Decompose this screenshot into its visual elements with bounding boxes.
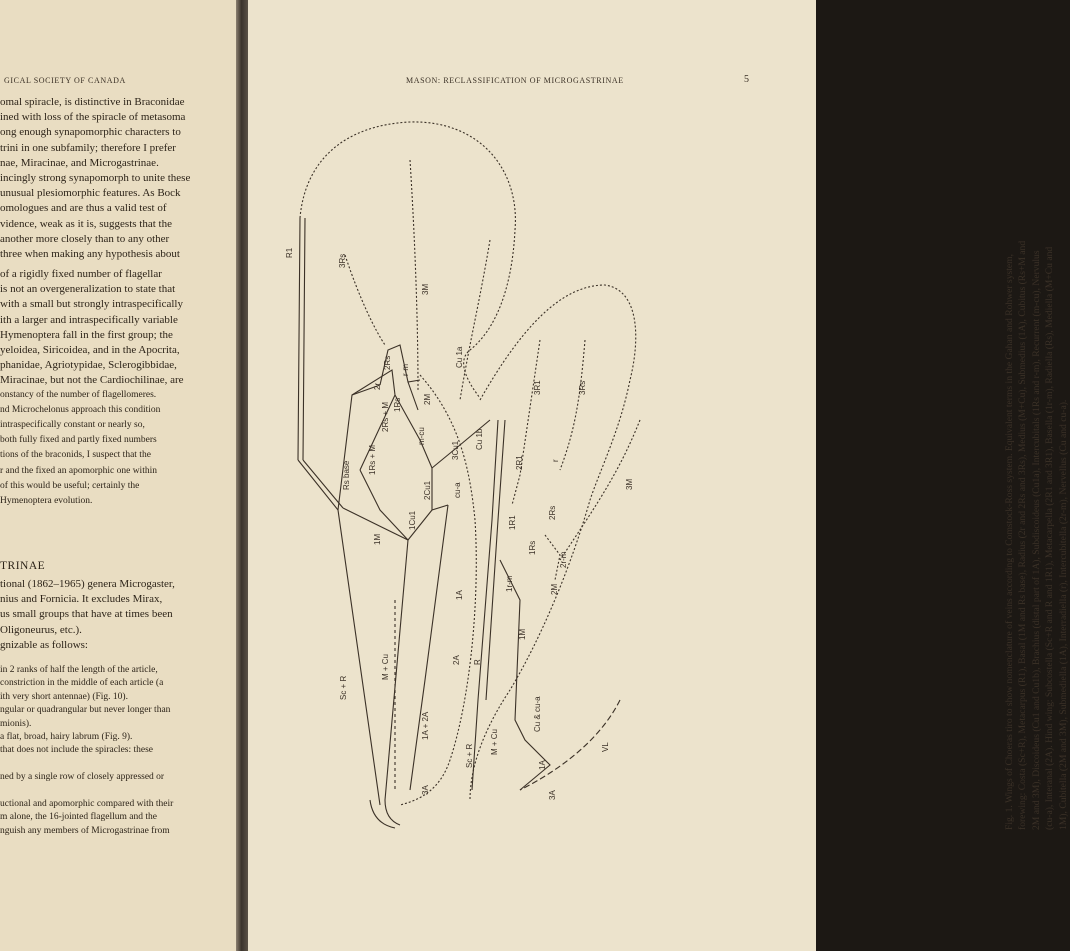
label-h-vl: VL <box>601 742 610 752</box>
body-text-line: ith a larger and intraspecifically variable <box>0 313 178 326</box>
label-cu1a: Cu 1a <box>455 346 464 368</box>
vein-2cu1 <box>360 468 432 540</box>
key-list-line: constriction in the middle of each article (a <box>0 678 164 689</box>
body-text-line: tional (1862–1965) genera Microgaster, <box>0 578 175 590</box>
body-text-line: ong enough synapomorphic characters to <box>0 126 181 139</box>
page-number: 5 <box>744 74 749 85</box>
body-text-line: vidence, weak as it is, suggests that the <box>0 217 172 230</box>
key-list-line: ith very short antennae) (Fig. 10). <box>0 691 128 702</box>
label-2r: 2r <box>373 382 382 390</box>
hindwing-outline <box>470 285 636 800</box>
label-3a: 3A <box>421 785 430 795</box>
body-text-line: unusual plesiomorphic features. As Bock <box>0 187 181 200</box>
body-text-line: tions of the braconids, I suspect that the <box>0 450 151 461</box>
label-h-3rs: 3Rs <box>578 380 587 395</box>
caption-line: forewing: Costa (Sc+R), Metacarpus (R1), Basal (1M and Rs base), Radius (2r and 2Rs and 3Rs), Medius (M+Cu), Submedius (1A), Cubitus (Rs+M and <box>1017 240 1029 830</box>
vein-1a <box>410 505 448 790</box>
label-h-cu-cua: Cu & cu-a <box>533 696 542 732</box>
body-text-line: incingly strong synapomorph to unite these <box>0 172 191 184</box>
caption-line: 1M), Cubitella (2M and 3M), Submediella (1A), Interradiella (r), Intercubitella (2r-m), Nervellus (Cu and cu-a). <box>1057 399 1069 830</box>
label-rs-base: Rs base <box>342 460 351 490</box>
label-h-3m: 3M <box>625 478 634 490</box>
vein-3rs <box>345 255 385 345</box>
label-h-2m: 2M <box>550 583 559 595</box>
body-text-line: onstancy of the number of flagellomeres. <box>0 389 157 400</box>
label-h-r-main: R <box>473 659 482 665</box>
forewing-margin <box>400 375 476 805</box>
body-text-line: of a rigidly fixed number of flagellar <box>0 268 162 280</box>
hindwing-3r1 <box>512 340 540 505</box>
vein-3m <box>410 160 418 390</box>
body-text-line: phanidae, Agriotypidae, Sclerogibbidae, <box>0 359 177 372</box>
body-text-line: nius and Fornicia. It excludes Mirax, <box>0 593 163 606</box>
label-2a: 2A <box>452 655 461 665</box>
vein-cu-a <box>432 505 448 510</box>
body-text-line: intraspecifically constant or nearly so, <box>0 420 145 430</box>
label-h-m-cu: M + Cu <box>490 728 499 755</box>
label-3rs: 3Rs <box>338 253 347 268</box>
vein-r1 <box>298 218 305 460</box>
caption-line: Fig. 1. Wings of Choeras tiro to show nomenclature of veins according to Comstock-Ross system. Equivalent terms in the Gahan and Rohwer system, <box>1004 253 1015 830</box>
body-text-line: ined with loss of the spiracle of metasoma <box>0 111 186 124</box>
body-text-line: three when making any hypothesis about <box>0 248 180 260</box>
book-gutter <box>236 0 248 951</box>
label-h-2rs: 2Rs <box>548 505 557 520</box>
vein-cu1a <box>460 240 490 400</box>
vein-2m <box>408 382 418 410</box>
body-text-line: omal spiracle, is distinctive in Braconidae <box>0 96 185 108</box>
label-m-cu: M + Cu <box>381 653 390 680</box>
right-running-head: MASON: RECLASSIFICATION OF MICROGASTRINAE <box>406 76 624 85</box>
caption-line: 2M and 3M), Discoideus (Cu1 and Cu1b), Brachius (distal part of 1A), Subdiscoideus (Cu1a), Intercubitals (1Rs and r-m), Recurrent (m-cu), Nervulus <box>1030 250 1042 830</box>
key-list-line: ngular or quadrangular but never longer than <box>0 705 171 716</box>
label-h-3a: 3A <box>548 790 557 800</box>
hindwing-r <box>472 420 505 790</box>
label-h-2r1: 2R1 <box>515 455 524 470</box>
body-text-line: Oligoneurus, etc.). <box>0 623 82 636</box>
key-list-line: that does not include the spiracles: these <box>0 745 154 756</box>
body-text-line: another more closely than to any other <box>0 232 170 245</box>
label-1m: 1M <box>373 533 382 545</box>
left-page <box>0 0 236 951</box>
body-text-line: is not an overgeneralization to state that <box>0 283 176 296</box>
label-2rs-m: 2Rs + M <box>381 401 390 432</box>
label-1rs-m: 1Rs + M <box>368 444 377 475</box>
label-1cu1: 1Cu1 <box>408 510 417 530</box>
body-text-line: omologues and are thus a valid test of <box>0 202 167 215</box>
label-1rs: 1Rs <box>393 397 402 412</box>
body-text-line: nd Microchelonus approach this condition <box>0 404 161 415</box>
label-h-3r1: 3R1 <box>533 380 542 395</box>
key-list-line: nguish any members of Microgastrinae from <box>0 825 170 836</box>
label-3cu1: 3Cu1 <box>451 440 460 460</box>
body-text-line: of this would be useful; certainly the <box>0 480 140 491</box>
hindwing-m <box>500 560 550 790</box>
label-h-1r1: 1R1 <box>508 515 517 530</box>
body-text-line: gnizable as follows: <box>0 638 88 651</box>
key-list-line: uctional and apomorphic compared with their <box>0 799 174 809</box>
label-rm: r-m <box>401 364 410 376</box>
left-running-head: GICAL SOCIETY OF CANADA <box>4 76 126 85</box>
label-mcu: m-cu <box>417 427 426 445</box>
caption-line: (cu-a), Interanal (2A). Hind wing: Subcostella (Sc+R and R and 1R1), Metacarpella (2R1 and 3R1), Basella (1r-m), Radiella (Rs), Mediella (M+Cu and <box>1044 246 1056 830</box>
label-2cu1: 2Cu1 <box>423 480 432 500</box>
label-h-1rm: 1r-m <box>505 575 514 592</box>
figure-caption <box>1003 130 1070 830</box>
key-list-line: a flat, broad, hairy labrum (Fig. 9). <box>0 732 133 742</box>
label-h-sc-r: Sc + R <box>465 743 474 768</box>
hindwing-2rm <box>545 535 560 580</box>
body-text-line: Hymenoptera evolution. <box>0 496 93 506</box>
body-text-line: yeloidea, Siricoidea, and in the Apocrita, <box>0 344 180 356</box>
label-h-1rs: 1Rs <box>528 540 537 555</box>
label-cu1b: Cu 1b <box>475 428 484 450</box>
key-list-line: in 2 ranks of half the length of the article, <box>0 665 158 675</box>
body-text-line: both fully fixed and partly fixed numbers <box>0 435 157 446</box>
label-2m: 2M <box>423 393 432 405</box>
body-text-line: us small groups that have at times been <box>0 608 173 621</box>
label-cua: cu-a <box>453 482 462 498</box>
label-3m: 3M <box>421 283 430 295</box>
key-list-line: mionis). <box>0 718 32 729</box>
key-list-line: ned by a single row of closely appressed or <box>0 772 165 783</box>
label-1a: 1A <box>455 590 464 600</box>
body-text-line: nae, Miracinae, and Microgastrinae. <box>0 156 159 169</box>
wing-base <box>370 800 400 828</box>
vein-sc-r <box>298 460 380 805</box>
section-heading: TRINAE <box>0 560 46 572</box>
body-text-line: trini in one subfamily; therefore I prefer <box>0 141 176 154</box>
label-h-1m: 1M <box>518 628 527 640</box>
label-sc-r: Sc + R <box>339 675 348 700</box>
body-text-line: r and the fixed an apomorphic one within <box>0 465 157 476</box>
key-list-line: m alone, the 16-jointed flagellum and the <box>0 812 157 823</box>
label-h-2rm: 2r-m <box>559 551 568 568</box>
body-text-line: Miracinae, but not the Cardiochilinae, are <box>0 374 184 387</box>
wing-venation-figure <box>248 0 816 951</box>
label-2rs: 2Rs <box>383 355 392 370</box>
label-h-1a: 1A <box>538 760 547 770</box>
label-1a-2a: 1A + 2A <box>421 711 430 740</box>
label-h-r: r <box>551 459 560 462</box>
hindwing-3rs <box>560 340 585 470</box>
body-text-line: with a small but strongly intraspecifically <box>0 298 183 311</box>
label-r1: R1 <box>285 247 294 258</box>
body-text-line: Hymenoptera fall in the first group; the <box>0 328 173 341</box>
forewing-outline <box>300 122 515 398</box>
